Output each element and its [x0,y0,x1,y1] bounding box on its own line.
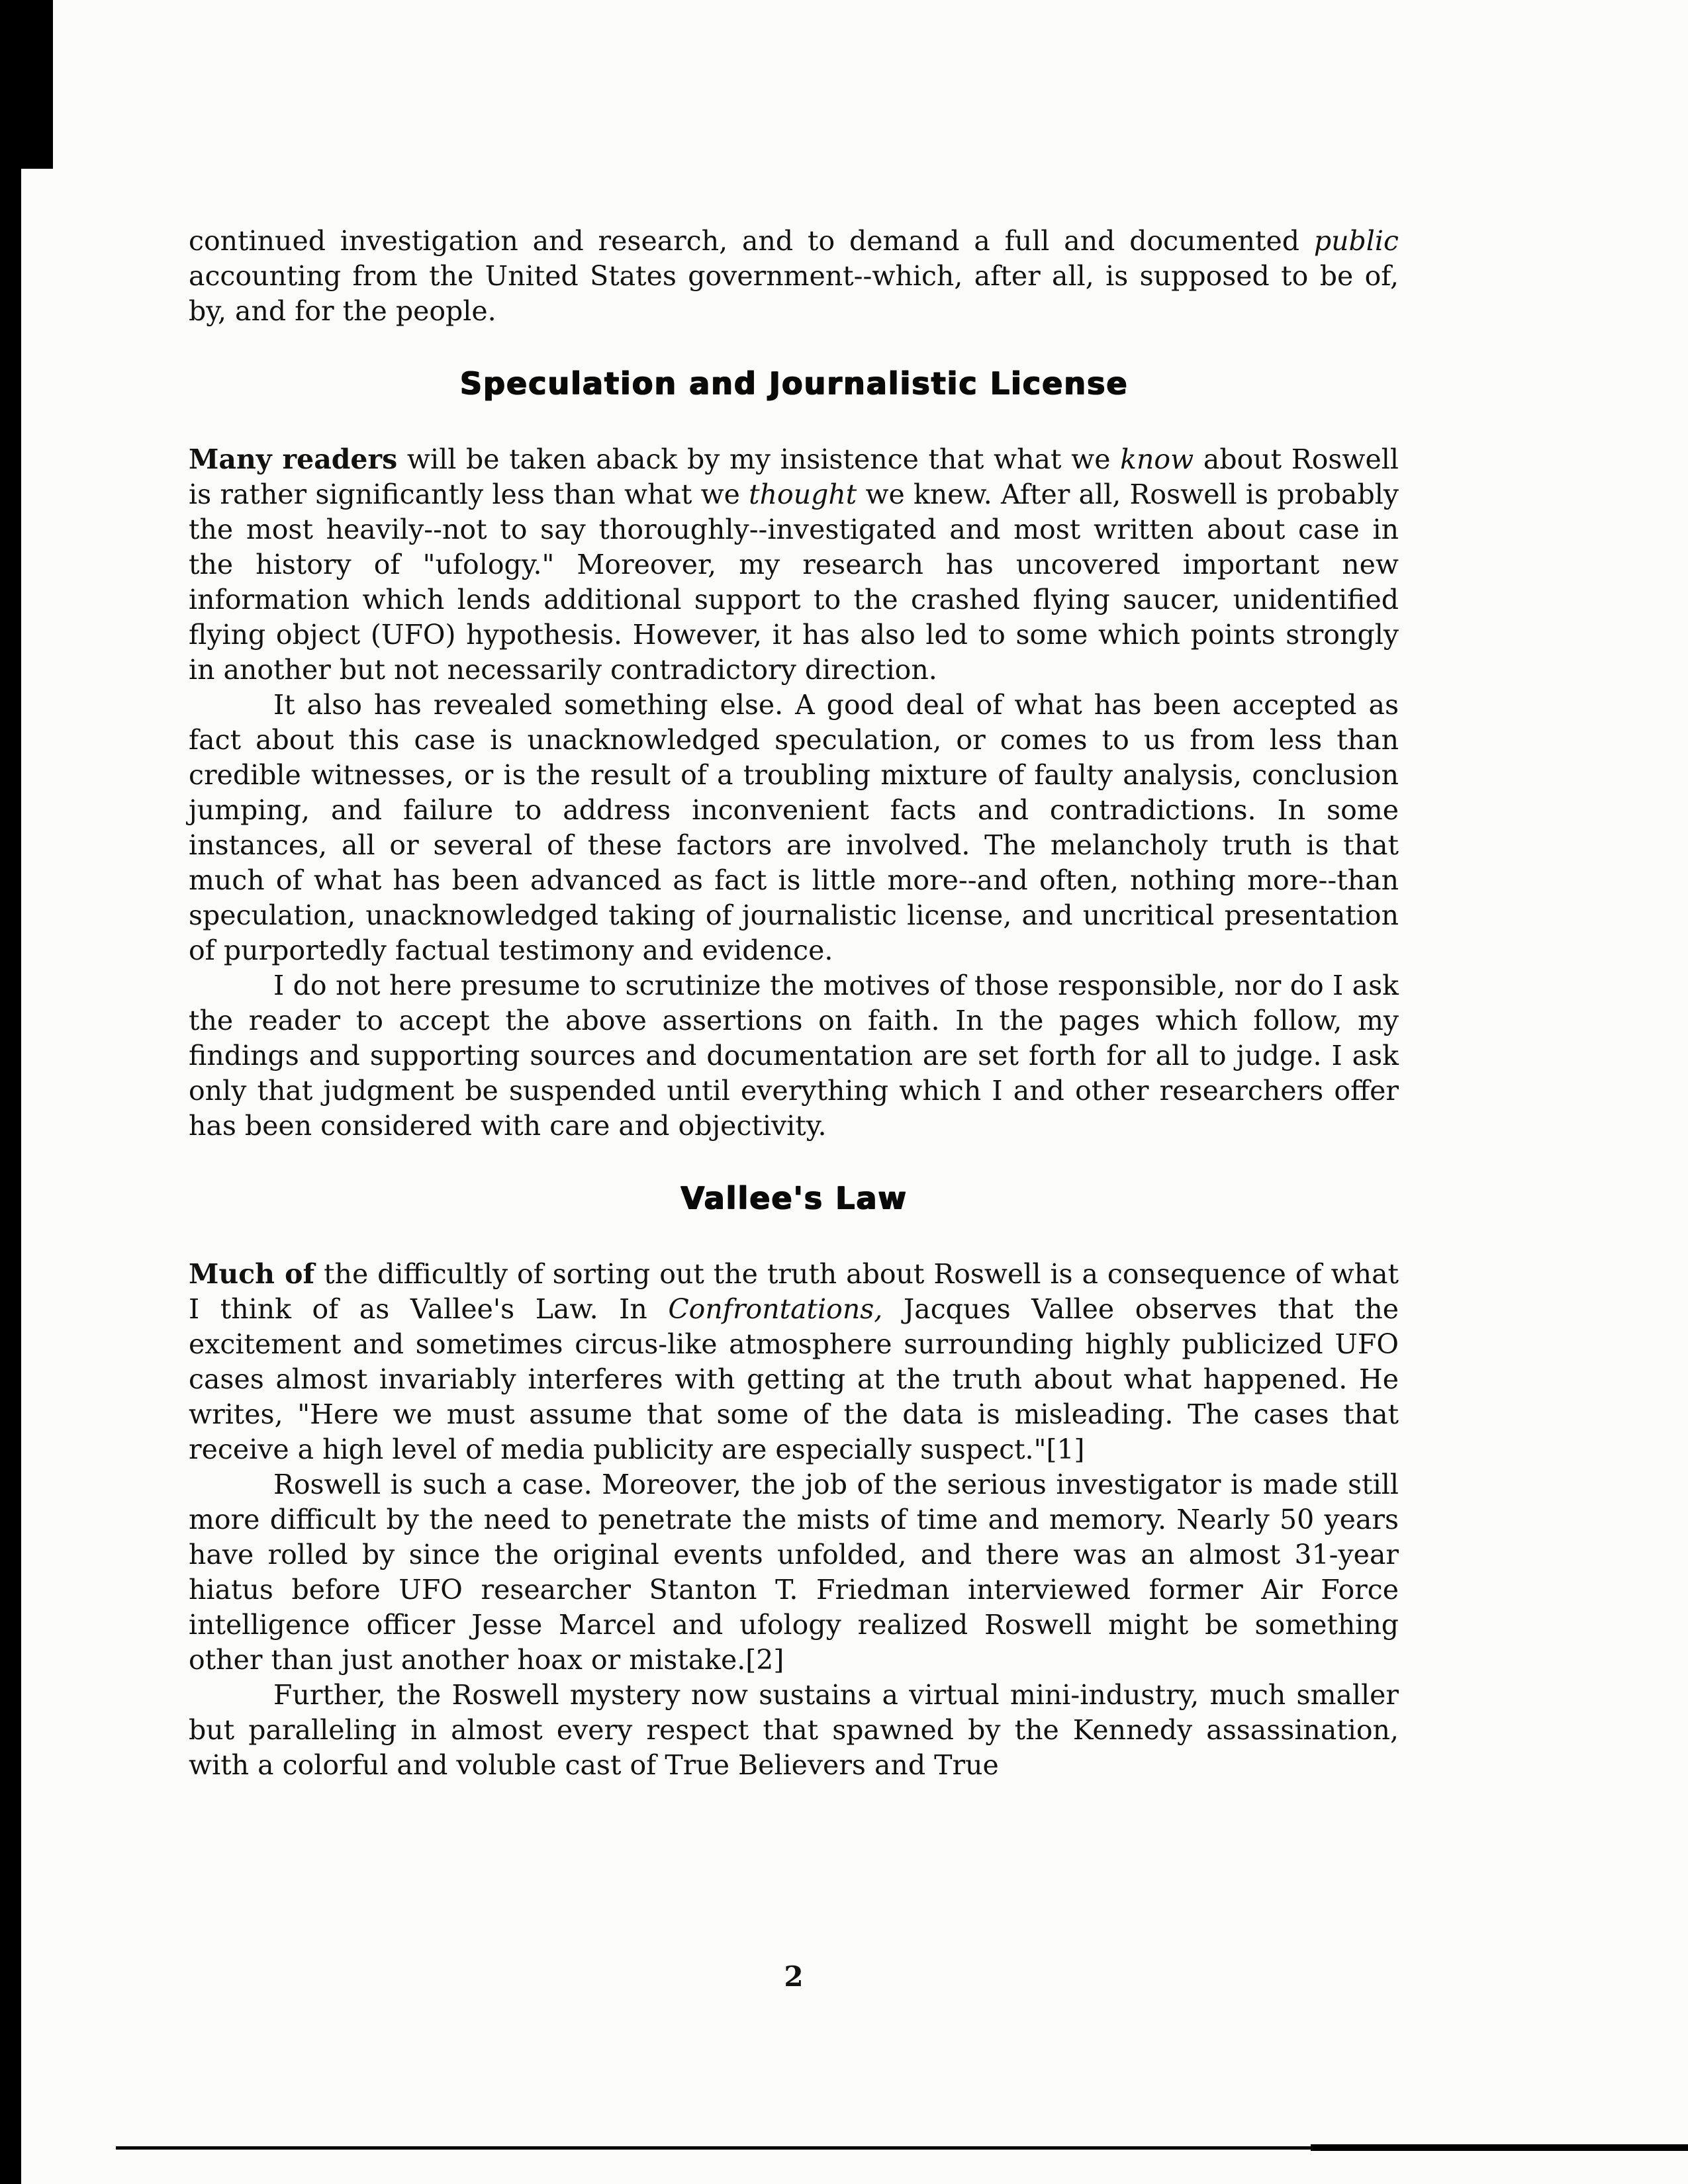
text-segment: It also has revealed something else. A good deal of what has been accepted as fact about this case is unacknowledged speculation, or comes to us from less than credible witnesses, or is the result of a troubling mixture of faulty analysis, conclusion jumping, and failure to address inconvenient facts and contradictions. In some instances, all or several of these factors are involved. The melancholy truth is that much of what has been advanced as fact is little more--and often, nothing more--than speculation, unacknowledged taking of journalistic license, and uncritical presentation of purportedly factual testimony and evidence. [189,689,1399,966]
scan-artifact-left-bar [0,0,21,2184]
text-segment: we knew. After all, Roswell is probably the most heavily--not to say thoroughly--investigated and most written about case in the history of "ufology." Moreover, my research has uncovered important new information which lends additional support to the crashed flying saucer, unidentified flying object (UFO) hypothesis. However, it has also led to some which points strongly in another but not necessarily contradictory direction. [189,478,1399,686]
page-number: 2 [784,1960,804,1993]
text-segment: know [1120,443,1194,475]
scan-artifact-bottom-right-line [1311,2144,1688,2151]
text-segment: Further, the Roswell mystery now sustains a virtual mini-industry, much smaller but paralleling in almost every respect that spawned by the Kennedy assassination, with a colorful and voluble cast of True Believers and True [189,1679,1399,1781]
body-paragraph [189,968,1399,1144]
text-segment: I do not here presume to scrutinize the motives of those responsible, nor do I ask the reader to accept the above assertions on faith. In the pages which follow, my findings and supporting sources and documentation are set forth for all to judge. I ask only that judgment be suspended until everything which I and other researchers offer has been considered with care and objectivity. [189,970,1399,1142]
text-segment: continued investigation and research, and to demand a full and documented [189,225,1314,257]
text-segment: will be taken aback by my insistence that what we [397,443,1121,475]
text-segment: Roswell is such a case. Moreover, the job of the serious investigator is made still more difficult by the need to penetrate the mists of time and memory. Nearly 50 years have rolled by since the original events unfolded, and there was an almost 31-year hiatus before UFO researcher Stanton T. Friedman interviewed former Air Force intelligence officer Jesse Marcel and ufology realized Roswell might be something other than just another hoax or mistake.[2] [189,1469,1399,1676]
scan-artifact-left-top-bar [0,0,53,169]
text-segment: accounting from the United States government--which, after all, is supposed to be of, by, and for the people. [189,260,1399,327]
text-segment: Jacques Vallee observes that the excitement and sometimes circus-like atmosphere surrounding highly publicized UFO cases almost invariably interferes with getting at the truth about what happened. He writes, "Here we must assume that some of the data is misleading. The cases that receive a high level of media publicity are especially suspect."[1] [189,1293,1399,1465]
body-paragraph [189,224,1399,329]
document-content [189,224,1399,1783]
body-paragraph [189,1257,1399,1467]
text-segment: Much of [189,1258,315,1290]
text-segment: public [1313,225,1399,257]
text-segment: Many readers [189,443,398,475]
body-paragraph [189,1678,1399,1783]
body-paragraph [189,442,1399,688]
text-segment: about Roswell is rather significantly less than what we [189,443,1399,510]
section-heading: Speculation and Journalistic License [459,365,1128,401]
text-segment: Confrontations, [668,1293,883,1325]
text-segment: the difficultly of sorting out the truth about Roswell is a consequence of what I think of as Vallee's Law. In [189,1258,1399,1325]
body-paragraph [189,688,1399,968]
section-heading: Vallee's Law [680,1180,908,1216]
body-paragraph [189,1467,1399,1678]
text-segment: thought [749,478,857,510]
